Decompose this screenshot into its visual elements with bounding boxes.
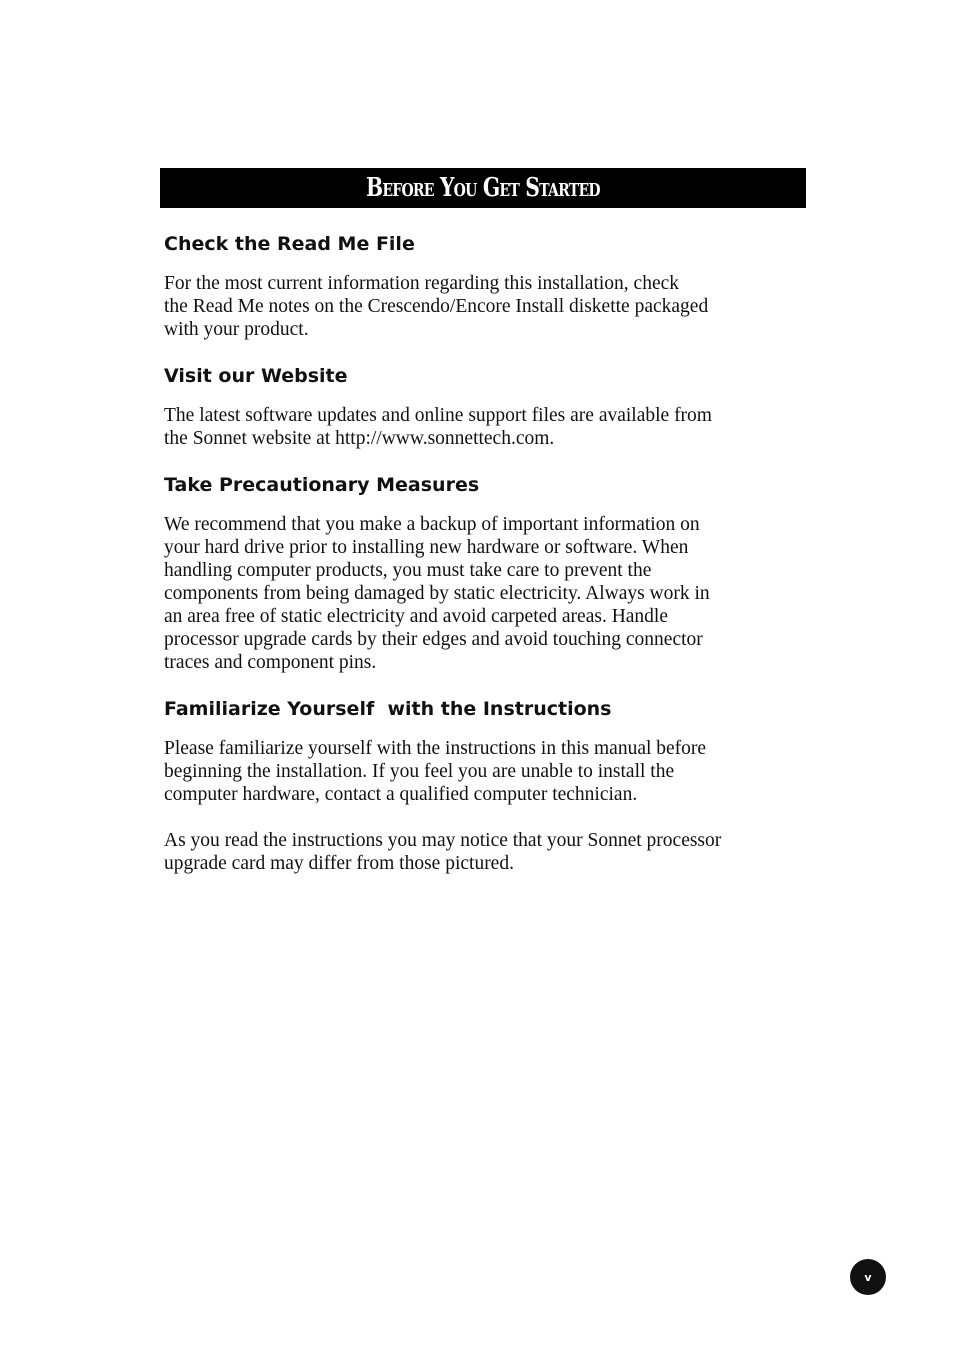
page-number-badge [850, 1259, 886, 1295]
section-heading: Check the Read Me File [164, 233, 415, 255]
section-precautions [164, 473, 809, 674]
section-paragraph: The latest software updates and online support files are available from the Sonnet website at http://www.sonnettech.com. [164, 405, 712, 449]
section-paragraph: As you read the instructions you may notice that your Sonnet processor upgrade card may differ from those pictured. [164, 830, 722, 874]
section-title-banner [160, 168, 806, 208]
section-paragraph: We recommend that you make a backup of important information on your hard drive prior to installing new hardware or software. When handling computer products, you must take care to prevent the components from being damaged by static electricity. Always work in an area free of static electricity and avoid carpeted areas. Handle processor upgrade cards by their edges and avoid touching connector traces and component pins. [164, 514, 710, 673]
section-heading: Take Precautionary Measures [164, 474, 480, 496]
section-heading: Familiarize Yourself with the Instructions [164, 698, 612, 720]
section-read-me [164, 232, 809, 341]
section-paragraph: Please familiarize yourself with the instructions in this manual before beginning the installation. If you feel you are unable to install the computer hardware, contact a qualified computer technician. [164, 738, 707, 805]
section-website [164, 364, 809, 450]
section-paragraph: For the most current information regarding this installation, check the Read Me notes on the Crescendo/Encore Install diskette packaged with your product. [164, 273, 709, 340]
section-instructions [164, 697, 809, 875]
main-content [164, 228, 809, 898]
page-number: v [864, 1270, 872, 1284]
page-title: Before You Get Started [366, 173, 600, 203]
section-heading: Visit our Website [164, 365, 348, 387]
